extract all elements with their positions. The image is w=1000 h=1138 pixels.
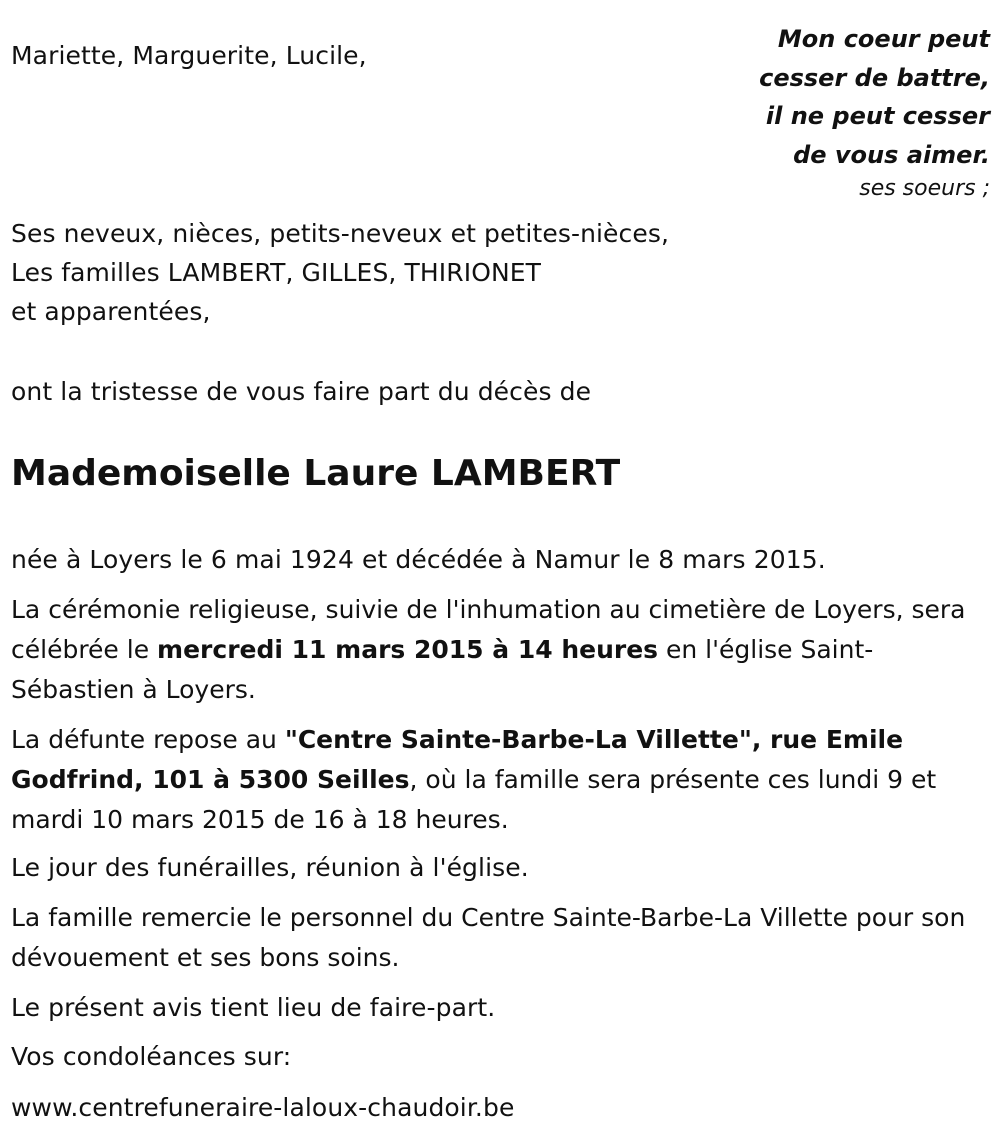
ceremony-text-before: La cérémonie religieuse, suivie de l'inhumation au cimetière de Loyers, sera célébrée le <box>11 595 966 664</box>
family-line-3: et apparentées, <box>11 297 211 326</box>
birth-death: née à Loyers le 6 mai 1924 et décédée à Namur le 8 mars 2015. <box>11 545 826 574</box>
quote-line-1: Mon coeur peut <box>777 25 990 53</box>
announcement: ont la tristesse de vous faire part du décès de <box>11 377 592 406</box>
header-first-line: Mariette, Marguerite, Lucile, <box>11 41 367 70</box>
quote-sisters: ses soeurs ; <box>859 176 990 201</box>
quote-line-2: cesser de battre, <box>759 63 990 92</box>
rests-location: "Centre Sainte-Barbe-La Villette", rue Emile Godfrind, 101 à 5300 Seilles <box>11 725 904 794</box>
ceremony-text-after: en l'église Saint-Sébastien à Loyers. <box>11 635 874 704</box>
website-link[interactable]: www.centrefuneraire-laloux-chaudoir.be <box>11 1093 515 1122</box>
deceased-name: Mademoiselle Laure LAMBERT <box>11 453 621 494</box>
ceremony-paragraph <box>11 590 996 710</box>
family-line-1: Ses neveux, nièces, petits-neveux et petites-nièces, <box>11 219 670 248</box>
rests-text-after: , où la famille sera présente ces lundi 9 et mardi 10 mars 2015 de 16 à 18 heures. <box>11 765 937 834</box>
quote-line-3: il ne peut cesser <box>765 102 990 130</box>
condolences-label: Vos condoléances sur: <box>11 1042 292 1071</box>
rests-text-before: La défunte repose au <box>11 725 285 754</box>
rests-paragraph <box>11 720 996 840</box>
notice: Le présent avis tient lieu de faire-part. <box>11 993 496 1022</box>
quote-block <box>759 20 990 206</box>
funeral-day: Le jour des funérailles, réunion à l'église. <box>11 853 529 882</box>
quote-line-4: de vous aimer. <box>793 140 990 169</box>
thanks-paragraph: La famille remercie le personnel du Centre Sainte-Barbe-La Villette pour son dévouement et ses bons soins. <box>11 903 966 972</box>
ceremony-date: mercredi 11 mars 2015 à 14 heures <box>157 635 659 664</box>
family-line-2: Les familles LAMBERT, GILLES, THIRIONET <box>11 258 542 287</box>
